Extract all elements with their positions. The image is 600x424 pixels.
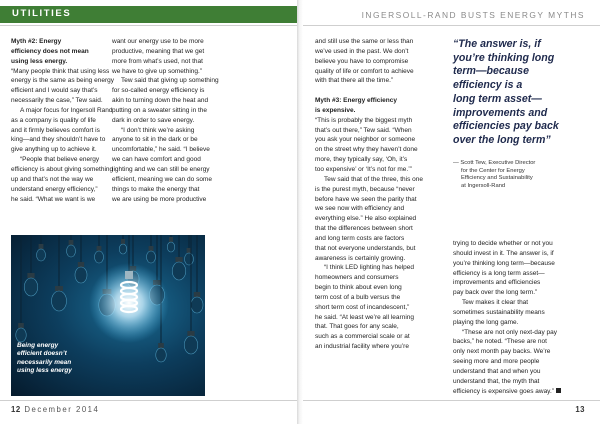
paragraph — [453, 298, 593, 328]
bulb-icon — [172, 235, 186, 280]
text-line: akin to turning down the heat and — [112, 97, 209, 105]
text-line: Myth #3: Energy efficiency — [315, 97, 397, 105]
text-line: “I think LED lighting has helped — [324, 264, 414, 272]
text-line: we can have comfort and good — [112, 156, 201, 164]
text-line: sometimes sustainability means — [453, 308, 545, 316]
text-line: using less energy. — [11, 57, 68, 65]
article-column-3 — [315, 37, 424, 352]
pull-quote-line: term—because — [453, 65, 529, 78]
text-line: “Many people think that using less — [11, 67, 110, 75]
text-line: you’re thinking long term—because — [453, 259, 555, 267]
text-line: for so-called energy efficiency is — [112, 87, 205, 95]
caption-line: using less energy — [17, 367, 72, 375]
text-line: energy is the same as being energy — [11, 77, 114, 85]
pull-quote-line: “The answer is, if — [453, 38, 541, 50]
text-line: short term cost of incandescent,” — [315, 303, 410, 311]
caption-line: necessarily mean — [17, 358, 72, 366]
bulb-icon — [95, 235, 104, 263]
text-line: “I don’t think we’re asking — [121, 126, 195, 134]
text-line: too expensive’ or ‘It’s not for me.’” — [315, 165, 412, 173]
text-line: on the street why they haven’t done — [315, 146, 418, 154]
text-line: uncomfortable,” he said. “I believe — [112, 146, 210, 154]
text-line: that. That goes for any scale, — [315, 323, 399, 331]
pull-quote-line: efficiency is a — [453, 79, 523, 92]
footer-rule-right — [303, 400, 600, 401]
bulb-icon — [185, 235, 194, 265]
bulb-icon — [119, 235, 127, 254]
text-line: term cost of a bulb versus the — [315, 293, 401, 301]
paragraph — [315, 37, 414, 86]
right-page-number: 13 — [575, 405, 585, 414]
text-line: “People that believe energy — [20, 156, 100, 164]
text-line: and long term costs are factors — [315, 234, 405, 242]
text-line: we have to give up something.” — [112, 67, 202, 75]
bulb-icon — [67, 235, 76, 257]
text-line: that’s out there,” Tew said. “When — [315, 126, 412, 134]
bulb-icon — [37, 235, 46, 261]
text-line: Tew said that giving up something — [121, 77, 219, 85]
text-line: more from what’s used, not that — [112, 57, 203, 65]
text-line: pay back over the long term.” — [453, 289, 538, 297]
bulb-icon — [75, 235, 87, 283]
text-line: playing the long game. — [453, 318, 519, 326]
bulb-icon — [191, 235, 203, 313]
text-line: efficiency is about giving something — [11, 165, 114, 173]
text-line: Tew makes it clear that — [462, 299, 529, 307]
text-line: improvements and efficiencies — [453, 279, 541, 287]
end-of-article-mark — [556, 388, 561, 393]
section-heading — [11, 37, 102, 67]
text-line: dark in order to save energy. — [112, 116, 195, 124]
section-bar — [0, 6, 297, 23]
text-line: Tew said that of the three, this one — [324, 175, 424, 183]
text-line: that the differences between short — [315, 225, 413, 233]
text-line: A major focus for Ingersoll Rand — [20, 106, 113, 114]
text-line: as a company is quality of life — [11, 116, 96, 124]
bulb-icon — [167, 235, 175, 252]
caption-line: Being energy — [17, 342, 59, 349]
header-rule — [0, 25, 297, 26]
pull-quote-line: improvements and — [453, 106, 548, 119]
text-line: understand that, the myth that — [453, 377, 540, 385]
text-line: is the purest myth, because “never — [315, 185, 415, 193]
text-line: should invest in it. The answer is, if — [453, 249, 554, 257]
text-line: an industrial facility where you’re — [315, 343, 409, 351]
paragraph — [112, 37, 203, 76]
article-column-1 — [11, 37, 114, 204]
paragraph — [112, 126, 212, 205]
text-line: necessarily the case,” Tew said. — [11, 97, 103, 105]
text-line: begin to think about even long — [315, 284, 402, 292]
pull-quote-line: long term asset— — [453, 92, 542, 105]
text-line: trying to decide whether or not you — [453, 240, 553, 247]
text-line: everything else.” He also explained — [315, 215, 417, 223]
text-line: “This is probably the biggest myth — [315, 116, 413, 124]
text-line: quality of life or comfort to achieve — [315, 67, 414, 75]
attribution-line: for the Center for Energy — [461, 167, 525, 174]
text-line: “These are not only next-day pay — [462, 328, 558, 336]
text-line: understand energy efficiency,” — [11, 185, 98, 193]
pull-quote-line: you’re thinking long — [453, 51, 555, 64]
text-line: anyone to sit in the dark or be — [112, 136, 198, 144]
article-column-2 — [112, 37, 219, 204]
text-line: efficiency is a long term asset— — [453, 269, 545, 277]
text-line: efficient and I would say that’s — [11, 87, 98, 95]
text-line: awareness is certainly growing. — [315, 254, 406, 262]
paragraph — [11, 106, 113, 155]
paragraph — [112, 76, 219, 125]
text-line: he said. “What we want is we — [11, 195, 96, 203]
light-bulbs-photo — [11, 235, 205, 396]
text-line: we’ve used in the past. We don’t — [315, 47, 409, 55]
bulb-icon — [147, 235, 156, 263]
text-line: efficiency does not mean — [11, 47, 89, 55]
attribution-line: Efficiency and Sustainability — [461, 175, 533, 182]
pull-quote-attribution — [453, 160, 593, 190]
right-folio — [575, 405, 585, 414]
left-page-number: 12 — [11, 405, 21, 414]
paragraph — [11, 155, 114, 204]
issue-date: December 2014 — [24, 405, 100, 414]
text-line: seeing more and more people — [453, 358, 540, 366]
text-line: more, they typically say, ‘Oh, it’s — [315, 156, 408, 164]
right-page — [303, 0, 600, 424]
paragraph — [315, 116, 418, 175]
footer-rule — [0, 400, 297, 401]
text-line: and it firmly believes comfort is — [11, 126, 100, 134]
text-line: only next month pay backs. We’re — [453, 348, 551, 356]
text-line: king—and they shouldn’t have to — [11, 136, 106, 144]
text-line: efficiency is expensive goes away.” — [453, 387, 593, 397]
paragraph — [11, 67, 114, 106]
text-line: we are using be more productive — [112, 195, 207, 203]
text-line: and still use the same or less than — [315, 38, 414, 45]
pull-quote — [453, 38, 593, 148]
left-page — [0, 0, 297, 424]
text-line: up and that’s not the way we — [11, 175, 94, 183]
section-heading — [315, 96, 406, 116]
text-line: such as a commercial scale or at — [315, 333, 410, 341]
header-rule-right — [303, 25, 600, 26]
text-line: productive, meaning that we get — [112, 47, 205, 55]
text-line: is expensive. — [315, 106, 356, 114]
text-line: backs,” he noted. “These are not — [453, 338, 547, 346]
text-line: that not everyone understands, but — [315, 244, 416, 252]
attribution-line: at Ingersoll-Rand — [461, 182, 506, 189]
text-line: he said. “At least we’re all learning — [315, 313, 414, 321]
text-line: homeowners and consumers — [315, 274, 399, 282]
text-line: things to make the energy that — [112, 185, 200, 193]
section-label: UTILITIES — [12, 8, 72, 19]
paragraph — [453, 328, 593, 397]
text-line: putting on a sweater sitting in the — [112, 106, 208, 114]
pull-quote-line: over the long term” — [453, 133, 551, 146]
text-line: believe you have to compromise — [315, 57, 409, 65]
paragraph — [315, 175, 424, 264]
text-line: understand that and when you — [453, 367, 541, 375]
text-line: give anything up to achieve it. — [11, 146, 97, 154]
text-line: with that there all the time.” — [315, 77, 394, 85]
text-line: Myth #2: Energy — [11, 38, 62, 45]
pull-quote-line: efficiencies pay back — [453, 120, 559, 133]
bulb-icon — [52, 235, 67, 311]
photo-caption — [17, 342, 109, 376]
text-line: want our energy use to be more — [112, 38, 204, 45]
article-column-4 — [453, 239, 593, 397]
caption-line: efficient doesn’t — [17, 350, 67, 358]
running-head: INGERSOLL-RAND BUSTS ENERGY MYTHS — [361, 10, 585, 20]
text-line: efficient, meaning we can do some — [112, 175, 212, 183]
paragraph — [315, 263, 414, 352]
text-line: before have we seen the parity that — [315, 195, 417, 203]
attribution-line: — Scott Tew, Executive Director — [453, 160, 536, 166]
paragraph-gap — [315, 86, 406, 96]
text-line: we see now with efficiency and — [315, 205, 405, 213]
bulb-icon — [24, 235, 38, 296]
paragraph — [453, 239, 593, 298]
text-line: you ask your neighbor or someone — [315, 136, 416, 144]
text-line: lighting and we can still be energy — [112, 165, 210, 173]
left-folio — [11, 405, 99, 414]
